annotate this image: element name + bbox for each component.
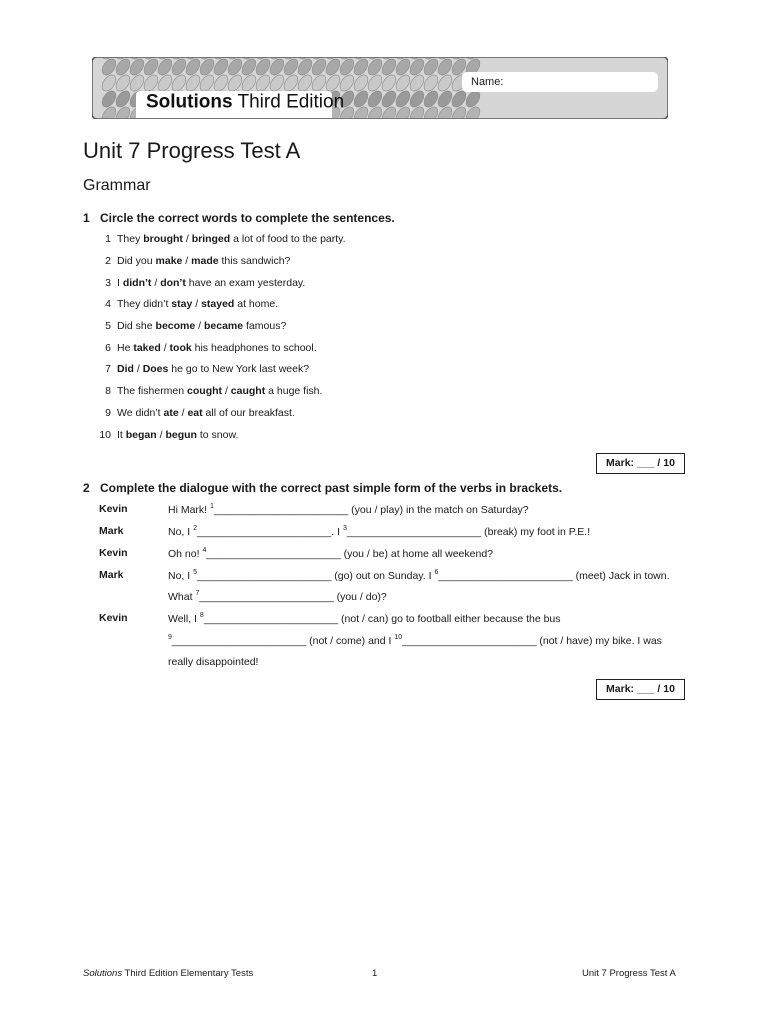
dialogue-line: No, I $^5$_______________________ (go) out on Sunday. I $^6$_______________________ (meet) Jack in town.: [168, 569, 670, 582]
list-item: [91, 407, 295, 419]
page-title: Unit 7 Progress Test A: [83, 138, 301, 163]
option-separator: /: [192, 298, 202, 310]
item-text: They: [117, 233, 144, 245]
blank-2[interactable]: _______________________. I: [197, 526, 343, 538]
item-text: Did you: [117, 255, 156, 267]
dialogue-line: really disappointed!: [168, 656, 259, 668]
option-a[interactable]: ate: [163, 407, 179, 419]
option-separator: /: [156, 429, 166, 441]
item-text: have an exam yesterday.: [185, 277, 306, 289]
item-text: We didn’t: [117, 407, 164, 419]
list-item: [91, 363, 309, 375]
list-item: [91, 385, 322, 397]
option-b[interactable]: eat: [187, 407, 203, 419]
item-text: I: [117, 277, 123, 289]
blank-6[interactable]: _______________________ (meet) Jack in town.: [438, 570, 670, 582]
item-number: 10: [99, 429, 111, 441]
list-item: [91, 320, 286, 332]
option-b[interactable]: don’t: [160, 277, 186, 289]
speaker-label: Kevin: [99, 547, 128, 559]
item-text: this sandwich?: [218, 255, 291, 267]
item-text: his headphones to school.: [191, 342, 317, 354]
item-number: 8: [105, 385, 111, 397]
option-b[interactable]: begun: [165, 429, 197, 441]
dialogue-line: Well, I $^8$_______________________ (not / can) go to football either because the bus: [168, 612, 561, 625]
option-separator: /: [222, 385, 231, 397]
dialogue-line: What $^7$_______________________ (you / do)?: [168, 590, 387, 603]
name-field[interactable]: [462, 72, 658, 92]
list-item: [91, 277, 305, 289]
option-a[interactable]: Did: [117, 363, 134, 375]
item-number: 3: [105, 277, 111, 289]
option-a[interactable]: began: [125, 429, 157, 441]
item-number: 9: [105, 407, 111, 419]
footer-left: Solutions Third Edition Elementary Tests: [83, 968, 254, 979]
item-text: at home.: [234, 298, 279, 310]
option-separator: /: [151, 277, 161, 289]
option-separator: /: [195, 320, 204, 332]
option-separator: /: [160, 342, 170, 354]
option-b[interactable]: Does: [142, 363, 169, 375]
blank-3[interactable]: _______________________ (break) my foot in P.E.!: [346, 526, 591, 538]
item-number: 7: [105, 363, 111, 375]
item-text: famous?: [243, 320, 287, 332]
item-number: 2: [105, 255, 111, 267]
section-heading: Grammar: [83, 177, 151, 194]
option-a[interactable]: didn’t: [122, 277, 152, 289]
item-number: 6: [105, 342, 111, 354]
option-a[interactable]: taked: [133, 342, 161, 354]
name-label: Name:: [471, 76, 504, 88]
blank-9[interactable]: _______________________ (not / come) and I: [171, 635, 395, 647]
speaker-label: Mark: [99, 569, 124, 581]
item-number: 5: [105, 320, 111, 332]
item-text: a lot of food to the party.: [230, 233, 346, 245]
item-text: to snow.: [196, 429, 239, 441]
list-item: [91, 342, 317, 354]
blank-10[interactable]: _______________________ (not / have) my bike. I was: [402, 635, 662, 647]
speaker-label: Mark: [99, 525, 124, 537]
option-b[interactable]: stayed: [201, 298, 235, 310]
mark-box-1: Mark: ___ / 10: [596, 453, 685, 474]
item-text: all of our breakfast.: [202, 407, 295, 419]
speaker-label: Kevin: [99, 612, 128, 624]
option-b[interactable]: became: [203, 320, 244, 332]
option-separator: /: [182, 233, 192, 245]
blank-5[interactable]: _______________________ (go) out on Sunday. I: [197, 570, 435, 582]
brand-logo: Solutions Third Edition: [146, 91, 345, 113]
dialogue-line: Hi Mark! $^1$_______________________ (you / play) in the match on Saturday?: [168, 503, 529, 516]
blank-1[interactable]: _______________________ (you / play) in the match on Saturday?: [213, 504, 529, 516]
option-separator: /: [133, 363, 143, 375]
mark-box-2: Mark: ___ / 10: [596, 679, 685, 700]
list-item: [91, 429, 238, 441]
option-a[interactable]: become: [155, 320, 196, 332]
option-separator: /: [182, 255, 192, 267]
list-item: [91, 298, 278, 310]
blank-4[interactable]: _______________________ (you / be) at home all weekend?: [206, 548, 494, 560]
dialogue-line: Oh no! $^4$_______________________ (you / be) at home all weekend?: [168, 547, 494, 560]
item-number: 4: [105, 298, 111, 310]
item-text: The fishermen: [117, 385, 188, 397]
item-text: They didn’t: [117, 298, 172, 310]
list-item: [91, 233, 346, 245]
option-a[interactable]: stay: [171, 298, 193, 310]
option-b[interactable]: made: [191, 255, 219, 267]
page-number: 1: [372, 968, 378, 979]
option-a[interactable]: brought: [143, 233, 183, 245]
question-1-instruction: 1 Circle the correct words to complete the sentences.: [83, 211, 395, 225]
option-separator: /: [178, 407, 188, 419]
blank-8[interactable]: _______________________ (not / can) go to football either because the bus: [203, 613, 561, 625]
speaker-label: Kevin: [99, 503, 128, 515]
item-text: a huge fish.: [265, 385, 323, 397]
item-text: Did she: [117, 320, 156, 332]
question-2-instruction: 2 Complete the dialogue with the correct past simple form of the verbs in brackets.: [83, 481, 563, 495]
blank-7[interactable]: _______________________ (you / do)?: [199, 591, 387, 603]
option-a[interactable]: make: [155, 255, 183, 267]
dialogue-line: $^9$_______________________ (not / come) and I $^{10}$_______________________ (not / have) my bike. I was: [168, 634, 662, 647]
option-b[interactable]: caught: [230, 385, 266, 397]
list-item: [91, 255, 290, 267]
option-a[interactable]: cought: [187, 385, 223, 397]
item-text: he go to New York last week?: [168, 363, 310, 375]
option-b[interactable]: took: [169, 342, 192, 354]
item-number: 1: [105, 233, 111, 245]
option-b[interactable]: bringed: [191, 233, 231, 245]
item-text: It: [117, 429, 126, 441]
item-text: He: [117, 342, 134, 354]
footer-right: Unit 7 Progress Test A: [582, 968, 676, 979]
dialogue-line: No, I $^2$_______________________. I $^3$_______________________ (break) my foot in P.E.!: [168, 525, 591, 538]
